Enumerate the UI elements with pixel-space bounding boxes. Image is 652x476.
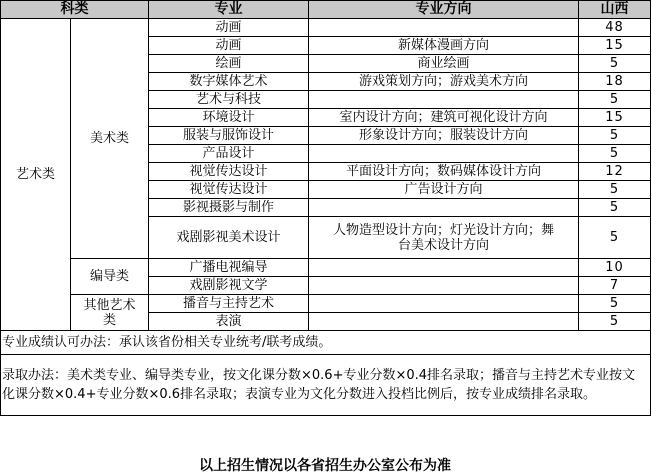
count-cell: 5 [579,199,651,217]
direction-cell [309,277,579,295]
category-cell: 艺术类 [1,19,71,331]
count-cell: 5 [579,91,651,109]
count-cell: 5 [579,127,651,145]
direction-cell [309,313,579,331]
count-cell: 12 [579,163,651,181]
score-note: 专业成绩认可办法：承认该省份相关专业统考/联考成绩。 [1,331,651,355]
direction-cell [309,259,579,277]
count-cell: 5 [579,145,651,163]
major-cell: 环境设计 [149,109,309,127]
direction-cell [309,19,579,37]
table-row [1,295,651,313]
count-cell: 7 [579,277,651,295]
direction-cell [309,145,579,163]
count-cell: 18 [579,73,651,91]
major-cell: 视觉传达设计 [149,181,309,199]
direction-cell: 广告设计方向 [309,181,579,199]
major-cell: 动画 [149,19,309,37]
count-cell: 48 [579,19,651,37]
header-row [1,1,651,19]
major-cell: 绘画 [149,55,309,73]
count-cell: 5 [579,295,651,313]
major-cell: 表演 [149,313,309,331]
direction-cell [309,295,579,313]
major-cell: 产品设计 [149,145,309,163]
major-cell: 戏剧影视文学 [149,277,309,295]
count-cell: 5 [579,217,651,259]
major-cell: 服装与服饰设计 [149,127,309,145]
header-province: 山西 [579,1,651,19]
major-cell: 播音与主持艺术 [149,295,309,313]
subcategory-art: 美术类 [71,19,149,259]
note-row-score [1,331,651,355]
major-cell: 数字媒体艺术 [149,73,309,91]
count-cell: 15 [579,109,651,127]
table-row [1,259,651,277]
subcategory-other: 其他艺术类 [71,295,149,331]
direction-cell: 人物造型设计方向；灯光设计方向；舞台美术设计方向 [309,217,579,259]
count-cell: 5 [579,55,651,73]
table-row [1,19,651,37]
count-cell: 10 [579,259,651,277]
major-cell: 戏剧影视美术设计 [149,217,309,259]
major-cell: 广播电视编导 [149,259,309,277]
direction-cell: 平面设计方向；数码媒体设计方向 [309,163,579,181]
major-cell: 视觉传达设计 [149,163,309,181]
direction-cell [309,199,579,217]
major-cell: 影视摄影与制作 [149,199,309,217]
count-cell: 5 [579,181,651,199]
direction-cell: 新媒体漫画方向 [309,37,579,55]
count-cell: 15 [579,37,651,55]
note-row-admission [1,355,651,416]
subcategory-director: 编导类 [71,259,149,295]
major-cell: 艺术与科技 [149,91,309,109]
header-category: 科类 [1,1,149,19]
footer-note: 以上招生情况以各省招生办公室公布为准 [199,458,451,474]
admission-note: 录取办法：美术类专业、编导类专业，按文化课分数×0.6+专业分数×0.4排名录取；播音与主持艺术专业按文化课分数×0.4+专业分数×0.6排名录取；表演专业为文化分数进入投档比例后，按专业成绩排名录取。 [1,355,651,416]
major-cell: 动画 [149,37,309,55]
direction-cell: 室内设计方向；建筑可视化设计方向 [309,109,579,127]
header-direction: 专业方向 [309,1,579,19]
direction-cell [309,91,579,109]
header-major: 专业 [149,1,309,19]
count-cell: 5 [579,313,651,331]
direction-cell: 商业绘画 [309,55,579,73]
direction-cell: 游戏策划方向；游戏美术方向 [309,73,579,91]
direction-cell: 形象设计方向；服装设计方向 [309,127,579,145]
